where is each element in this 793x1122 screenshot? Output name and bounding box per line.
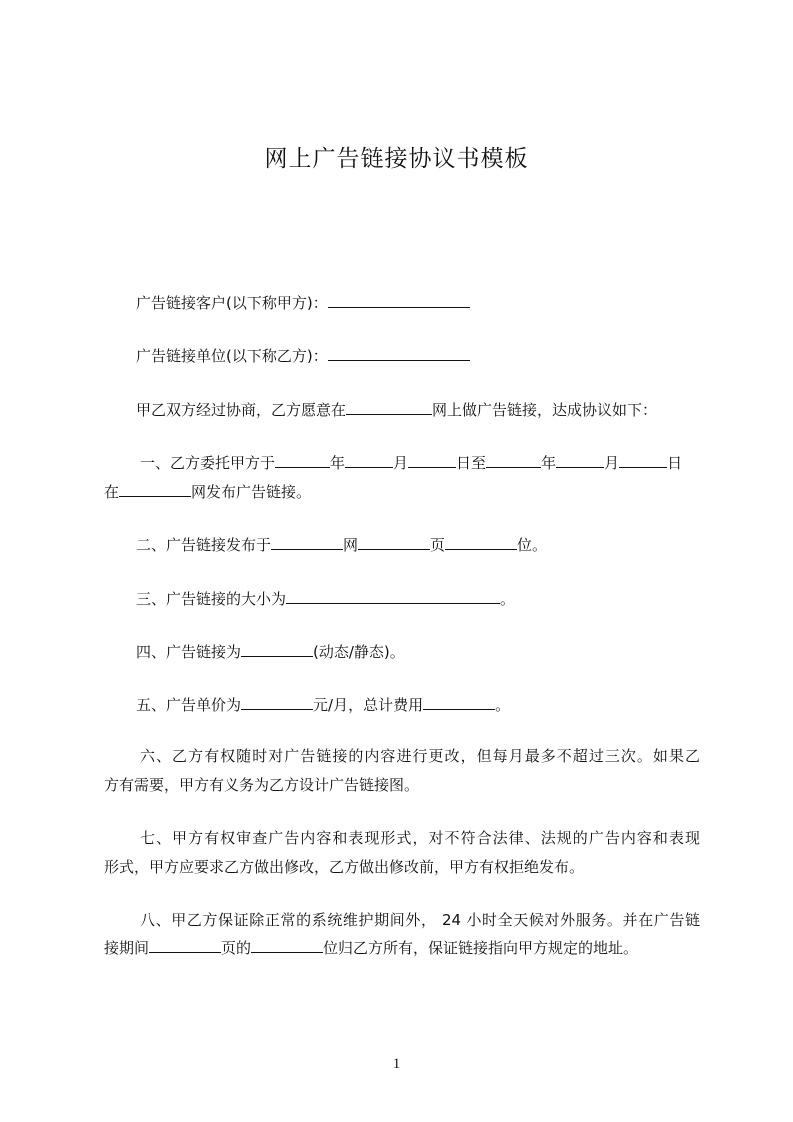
web-label: 网	[343, 536, 359, 554]
clause-3-text: 三、广告链接的大小为	[136, 590, 287, 608]
end-month-blank	[556, 453, 604, 468]
site-blank	[271, 535, 343, 550]
clause-2	[136, 534, 547, 555]
clause-1-text-end: 网发布广告链接。	[191, 483, 312, 501]
page-number: 1	[392, 1056, 401, 1072]
clause-8-text-mid: 页的	[221, 939, 252, 957]
start-year-blank	[275, 453, 330, 468]
intro-text-pre: 甲乙双方经过协商，乙方愿意在	[136, 401, 347, 419]
clause-5-end: 。	[495, 696, 511, 714]
clause-8-text-post: 位归乙方所有，保证链接指向甲方规定的地址。	[323, 939, 639, 957]
clause-7-line-1: 七、甲方有权审查广告内容和表现形式，对不符合法律、法规的广告内容和表现	[140, 829, 700, 847]
start-month-blank	[345, 453, 393, 468]
end-day-blank	[619, 453, 667, 468]
publish-site-blank	[119, 482, 191, 497]
clause-4-end: (动态/静态)。	[313, 643, 405, 661]
clause-1-text: 一、乙方委托甲方于	[140, 454, 276, 472]
year-label: 年	[330, 454, 346, 472]
party-a-blank	[328, 293, 470, 308]
clause-8-line-1: 八、甲乙方保证除正常的系统维护期间外， 24 小时全天候对外服务。并在广告链	[140, 911, 700, 929]
page-label: 页	[430, 536, 446, 554]
clause-3-end: 。	[500, 590, 516, 608]
day-to-label: 日至	[456, 454, 487, 472]
intro-paragraph	[136, 399, 657, 420]
party-b-blank	[328, 346, 470, 361]
clause-4-text: 四、广告链接为	[136, 643, 242, 661]
clause-5-text: 五、广告单价为	[136, 696, 242, 714]
link-page-blank	[149, 938, 221, 953]
clause-1-line-1	[140, 452, 682, 473]
website-blank	[346, 400, 432, 415]
total-fee-blank	[423, 695, 495, 710]
party-b-label: 广告链接单位(以下称乙方)：	[136, 347, 328, 365]
clause-6-line-1: 六、乙方有权随时对广告链接的内容进行更改，但每月最多不超过三次。如果乙	[140, 747, 700, 765]
year-label: 年	[541, 454, 557, 472]
clause-1-text-in: 在	[104, 483, 120, 501]
clause-1-line-2	[104, 481, 311, 502]
intro-text-post: 网上做广告链接，达成协议如下：	[432, 401, 658, 419]
page-blank	[358, 535, 430, 550]
type-blank	[241, 642, 313, 657]
start-day-blank	[408, 453, 456, 468]
party-b-line	[136, 345, 470, 366]
clause-8-text-pre: 接期间	[104, 939, 150, 957]
unit-price-blank	[241, 695, 313, 710]
clause-8-line-2	[104, 937, 638, 958]
clause-4	[136, 641, 405, 662]
clause-3	[136, 588, 515, 609]
clause-5-mid: 元/月，总计费用	[313, 696, 424, 714]
document-title: 网上广告链接协议书模板	[264, 146, 529, 172]
clause-6-line-2: 方有需要，甲方有义务为乙方设计广告链接图。	[104, 776, 420, 794]
party-a-line	[136, 292, 470, 313]
party-a-label: 广告链接客户(以下称甲方)：	[136, 294, 328, 312]
month-label: 月	[604, 454, 620, 472]
month-label: 月	[393, 454, 409, 472]
clause-2-text: 二、广告链接发布于	[136, 536, 272, 554]
clause-5	[136, 694, 510, 715]
size-blank	[286, 589, 500, 604]
day-label: 日	[667, 454, 683, 472]
clause-7-line-2: 形式，甲方应要求乙方做出修改，乙方做出修改前，甲方有权拒绝发布。	[104, 858, 585, 876]
link-position-blank	[251, 938, 323, 953]
position-blank	[445, 535, 517, 550]
position-label: 位。	[517, 536, 548, 554]
end-year-blank	[486, 453, 541, 468]
